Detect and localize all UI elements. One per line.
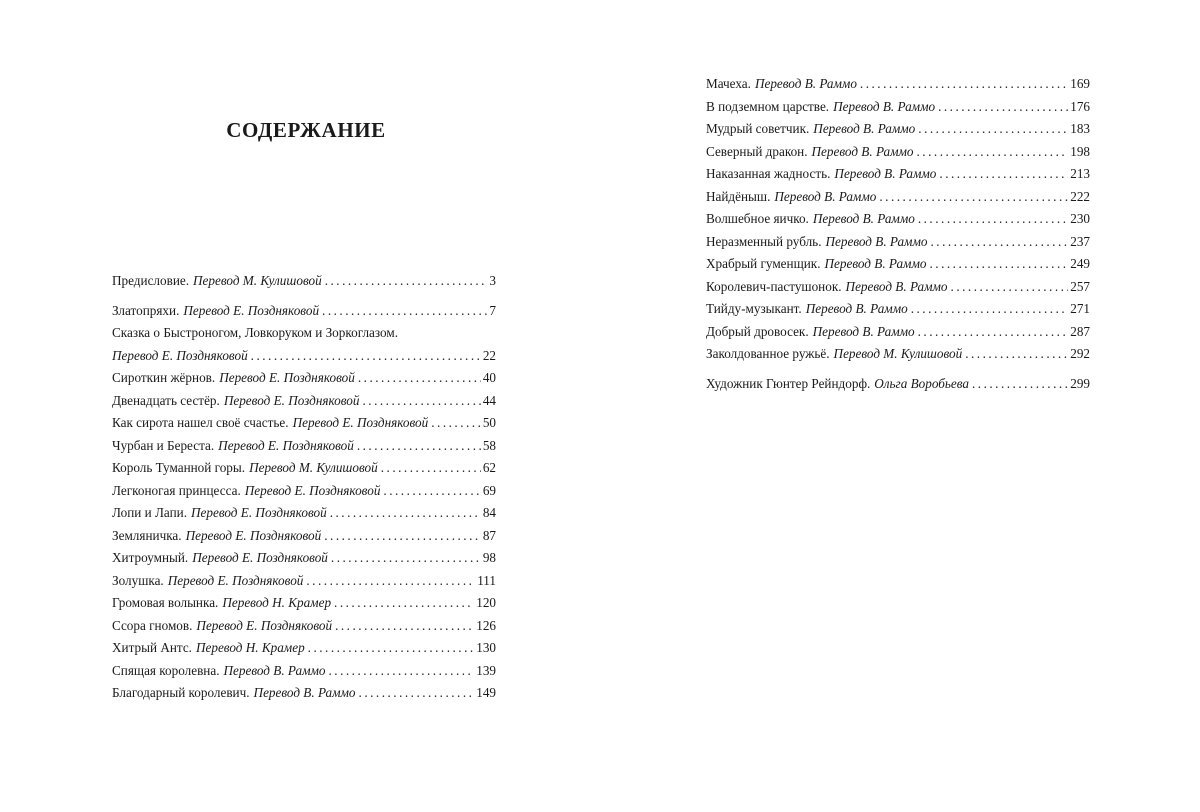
toc-entry (706, 253, 1090, 276)
entry-title: Земляничка. (112, 527, 182, 543)
toc-entry (706, 96, 1090, 119)
entry-page-number: 40 (482, 370, 496, 385)
dot-leader (911, 298, 1069, 321)
dot-leader (951, 276, 1069, 299)
entry-page-number: 230 (1070, 211, 1090, 226)
entry-page-number: 50 (482, 415, 496, 430)
toc-entry (112, 435, 496, 458)
entry-translator: Перевод В. Раммо (754, 76, 857, 91)
dot-leader (965, 343, 1068, 366)
dot-leader (331, 547, 481, 570)
toc-entry (112, 322, 496, 345)
entry-page-number: 149 (476, 685, 496, 700)
toc-entry (112, 660, 496, 683)
entry-page-number: 58 (482, 437, 496, 453)
entry-translator: Перевод В. Раммо (812, 211, 915, 226)
entry-translator: Перевод Е. Поздняковой (167, 572, 304, 588)
dot-leader (308, 637, 475, 660)
entry-title: Хитроумный. (112, 550, 189, 565)
dot-leader (972, 373, 1068, 396)
toc-entry (706, 298, 1090, 321)
dot-leader (381, 457, 481, 480)
toc-entry (112, 502, 496, 525)
toc-list-left (112, 270, 496, 705)
entry-translator: Перевод В. Раммо (805, 301, 908, 316)
dot-leader (330, 502, 481, 525)
toc-entry (112, 412, 496, 435)
dot-leader (930, 231, 1068, 254)
entry-translator: Перевод Е. Поздняковой (244, 482, 381, 498)
entry-page-number: 213 (1070, 166, 1090, 181)
entry-page-number: 257 (1070, 278, 1090, 294)
toc-entry (706, 231, 1090, 254)
entry-page-number: 183 (1070, 121, 1090, 136)
toc-entry (112, 480, 496, 503)
entry-title: Золушка. (112, 572, 164, 588)
dot-leader (324, 525, 481, 548)
entry-page-number: 126 (476, 617, 496, 633)
toc-entry (706, 118, 1090, 141)
entry-title: Сказка о Быстроногом, Ловкоруком и Зоркоглазом. (112, 325, 398, 340)
entry-title: Король Туманной горы. (112, 460, 246, 475)
entry-translator: Перевод Е. Поздняковой (192, 550, 328, 565)
entry-translator: Перевод В. Раммо (825, 233, 928, 249)
dot-leader (939, 163, 1068, 186)
entry-title: Наказанная жадность. (706, 166, 831, 181)
dot-leader (918, 208, 1068, 231)
toc-entry (112, 570, 496, 593)
entry-translator: Ольга Воробьева (874, 375, 969, 391)
dot-leader (325, 270, 488, 293)
entry-page-number: 130 (476, 640, 496, 655)
entry-translator: Перевод В. Раммо (824, 256, 927, 271)
dot-leader (357, 435, 481, 458)
entry-title: Мачеха. (706, 76, 751, 91)
entry-translator: Перевод В. Раммо (833, 98, 936, 114)
toc-entry (706, 321, 1090, 344)
entry-translator: Перевод В. Раммо (813, 121, 916, 136)
entry-translator: Перевод М. Кулишовой (833, 346, 963, 361)
entry-translator: Перевод Е. Поздняковой (112, 347, 248, 363)
entry-page-number: 292 (1070, 346, 1090, 361)
dot-leader (363, 390, 481, 413)
entry-title: Лопи и Лапи. (112, 505, 188, 520)
dot-leader (929, 253, 1068, 276)
dot-leader (335, 615, 474, 638)
entry-page-number: 44 (482, 392, 496, 408)
entry-title: В подземном царстве. (706, 98, 830, 114)
entry-title: Заколдованное ружьё. (706, 346, 830, 361)
entry-page-number: 7 (489, 302, 496, 318)
entry-translator: Перевод В. Раммо (812, 323, 915, 339)
dot-leader (329, 660, 475, 683)
entry-translator: Перевод Е. Поздняковой (292, 415, 429, 430)
entry-translator: Перевод Н. Крамер (195, 640, 305, 655)
entry-translator: Перевод В. Раммо (774, 188, 877, 204)
entry-title: Найдёныш. (706, 188, 771, 204)
entry-translator: Перевод Е. Поздняковой (185, 527, 322, 543)
toc-list-right (706, 73, 1090, 395)
entry-title: Волшебное яичко. (706, 211, 809, 226)
entry-page-number: 287 (1070, 323, 1090, 339)
entry-page-number: 271 (1070, 301, 1090, 316)
entry-page-number: 98 (482, 550, 496, 565)
entry-title: Тийду-музыкант. (706, 301, 802, 316)
toc-entry (112, 592, 496, 615)
dot-leader (938, 96, 1068, 119)
entry-page-number: 249 (1070, 256, 1090, 271)
entry-title: Громовая волынка. (112, 595, 219, 610)
toc-entry (112, 300, 496, 323)
toc-entry (112, 682, 496, 705)
entry-page-number: 139 (476, 662, 496, 678)
dot-leader (383, 480, 480, 503)
dot-leader (431, 412, 481, 435)
dot-leader (918, 118, 1068, 141)
entry-page-number: 299 (1070, 375, 1090, 391)
entry-title: Двенадцать сестёр. (112, 392, 220, 408)
toc-entry (706, 373, 1090, 396)
entry-title: Художник Гюнтер Рейндорф. (706, 375, 871, 391)
entry-page-number: 111 (477, 572, 496, 588)
entry-page-number: 22 (482, 347, 496, 363)
dot-leader (322, 300, 487, 323)
toc-entry (706, 73, 1090, 96)
toc-entry (706, 186, 1090, 209)
toc-entry (112, 525, 496, 548)
entry-translator: Перевод В. Раммо (811, 143, 914, 159)
entry-title: Златопряхи. (112, 302, 180, 318)
entry-translator: Перевод Е. Поздняковой (196, 617, 333, 633)
toc-entry (706, 343, 1090, 366)
entry-title: Ссора гномов. (112, 617, 193, 633)
entry-translator: Перевод Н. Крамер (222, 595, 332, 610)
entry-title: Как сирота нашел своё счастье. (112, 415, 289, 430)
entry-translator: Перевод Е. Поздняковой (223, 392, 360, 408)
toc-entry (112, 457, 496, 480)
dot-leader (306, 570, 475, 593)
toc-entry (112, 637, 496, 660)
entry-page-number: 84 (482, 505, 496, 520)
entry-title: Добрый дровосек. (706, 323, 809, 339)
right-page (600, 0, 1200, 812)
entry-title: Легконогая принцесса. (112, 482, 241, 498)
toc-entry (112, 547, 496, 570)
entry-translator: Перевод Е. Поздняковой (183, 302, 320, 318)
entry-translator: Перевод В. Раммо (834, 166, 937, 181)
toc-entry (706, 208, 1090, 231)
dot-leader (251, 345, 481, 368)
entry-page-number: 62 (482, 460, 496, 475)
toc-entry (706, 141, 1090, 164)
entry-translator: Перевод Е. Поздняковой (218, 437, 354, 453)
entry-translator: Перевод М. Кулишовой (249, 460, 378, 475)
toc-entry (112, 615, 496, 638)
entry-page-number: 69 (482, 482, 496, 498)
dot-leader (879, 186, 1068, 209)
entry-title: Спящая королевна. (112, 662, 220, 678)
entry-title: Предисловие. (112, 273, 190, 288)
toc-entry (112, 270, 496, 293)
entry-page-number: 169 (1070, 76, 1090, 91)
entry-page-number: 222 (1070, 188, 1090, 204)
entry-page-number: 87 (482, 527, 496, 543)
entry-title: Северный дракон. (706, 143, 808, 159)
entry-title: Храбрый гуменщик. (706, 256, 821, 271)
entry-translator: Перевод Е. Поздняковой (191, 505, 327, 520)
entry-title: Мудрый советчик. (706, 121, 810, 136)
toc-entry (706, 163, 1090, 186)
entry-title: Благодарный королевич. (112, 685, 250, 700)
dot-leader (359, 682, 475, 705)
entry-title: Королевич-пастушонок. (706, 278, 842, 294)
entry-translator: Перевод Е. Поздняковой (219, 370, 355, 385)
toc-heading: СОДЕРЖАНИЕ (226, 118, 386, 142)
entry-translator: Перевод В. Раммо (223, 662, 326, 678)
toc-entry (112, 367, 496, 390)
entry-page-number: 176 (1070, 98, 1090, 114)
toc-entry (112, 390, 496, 413)
entry-title: Чурбан и Береста. (112, 437, 215, 453)
toc-entry (706, 276, 1090, 299)
entry-translator: Перевод В. Раммо (253, 685, 356, 700)
dot-leader (358, 367, 481, 390)
entry-title: Неразменный рубль. (706, 233, 822, 249)
entry-page-number: 120 (476, 595, 496, 610)
toc-entry (112, 345, 496, 368)
dot-leader (917, 141, 1069, 164)
dot-leader (334, 592, 474, 615)
dot-leader (860, 73, 1068, 96)
entry-translator: Перевод М. Кулишовой (193, 273, 322, 288)
entry-page-number: 3 (489, 273, 496, 288)
dot-leader (918, 321, 1069, 344)
entry-title: Хитрый Антс. (112, 640, 192, 655)
entry-title: Сироткин жёрнов. (112, 370, 216, 385)
entry-page-number: 198 (1070, 143, 1090, 159)
entry-page-number: 237 (1070, 233, 1090, 249)
entry-translator: Перевод В. Раммо (845, 278, 948, 294)
